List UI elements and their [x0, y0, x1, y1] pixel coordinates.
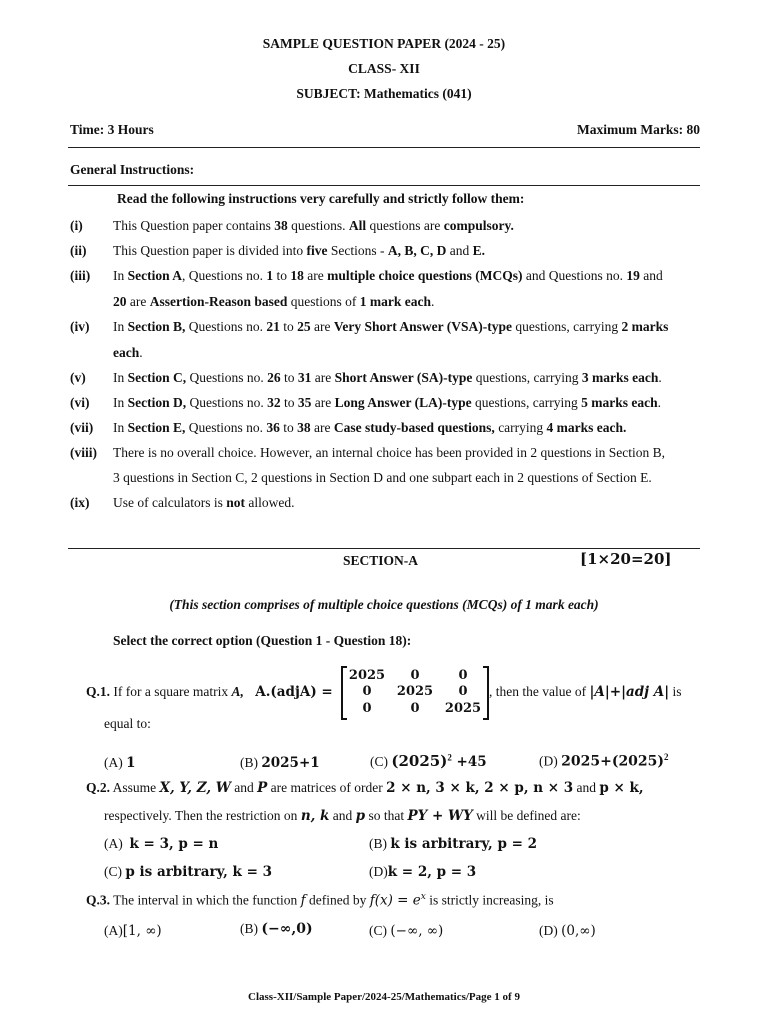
question-text: The interval in which the function: [110, 892, 301, 908]
q1-option-c[interactable]: (C) $(2025)^2 +45$: [370, 752, 487, 770]
instructions-heading: General Instructions:: [70, 162, 195, 177]
divider: [68, 147, 700, 148]
instruction-text: Use of calculators is not allowed.: [113, 495, 295, 510]
instruction-text: 3 questions in Section C, 2 questions in Section D and one subpart each in 2 questions of Section E.: [113, 470, 652, 485]
matrix-variable: A,: [231, 684, 244, 699]
matrix-variable: P: [257, 780, 268, 796]
matrix-cell: 0: [410, 701, 420, 716]
instruction-text: There is no overall choice. However, an internal choice has been provided in 2 questions in Section B,: [113, 445, 666, 460]
subject-label: SUBJECT: Mathematics (041): [296, 86, 472, 101]
q1-option-b[interactable]: (B) 2025+1: [240, 755, 320, 771]
section-a-title: SECTION-A: [343, 553, 419, 568]
exponent: x: [420, 892, 426, 902]
instruction-text: each.: [113, 345, 143, 360]
matrix-variables: X, Y, Z, W: [159, 780, 231, 796]
section-a-marks: [1×20=20]: [580, 550, 672, 568]
instruction-number: (ii): [70, 243, 87, 258]
matrix-cell: 0: [458, 684, 468, 699]
question-text: Assume: [110, 780, 160, 795]
question-3: [86, 892, 554, 909]
question-text: and: [230, 780, 258, 795]
matrix-cell: 2025: [348, 668, 386, 683]
question-text: will be defined are:: [472, 808, 581, 823]
instruction-text: 20 are Assertion-Reason based questions of 1 mark each.: [113, 294, 435, 309]
instruction-text: In Section D, Questions no. 32 to 35 are Long Answer (LA)-type questions, carrying 5 marks each.: [113, 395, 661, 410]
question-1: [86, 684, 333, 700]
question-text: and: [329, 808, 356, 823]
question-text: is: [669, 684, 682, 699]
q2-option-b[interactable]: (B) k is arbitrary, p = 2: [369, 836, 537, 852]
question-2: [86, 780, 644, 796]
instruction-number: (iii): [70, 268, 91, 283]
instruction-number: (viii): [70, 445, 97, 460]
instructions-intro: Read the following instructions very carefully and strictly follow them:: [117, 191, 525, 206]
question-text: is strictly increasing, is: [425, 892, 554, 908]
select-instruction: Select the correct option (Question 1 - Question 18):: [113, 633, 412, 648]
q3-option-b[interactable]: (B) (−∞,0): [240, 921, 313, 937]
question-number: Q.3.: [86, 892, 111, 908]
matrix-cell: 0: [362, 684, 372, 699]
instruction-text: In Section C, Questions no. 26 to 31 are Short Answer (SA)-type questions, carrying 3 marks each.: [113, 370, 662, 385]
matrix-cell: 2025: [396, 684, 434, 699]
matrix-orders: p × k,: [599, 780, 644, 796]
determinant-expression: |A|+|adj A|: [589, 684, 670, 700]
question-text: , then the value of: [489, 684, 590, 699]
instruction-number: (i): [70, 218, 83, 233]
question-text: If for a square matrix: [110, 684, 232, 699]
question-number: Q.2.: [86, 780, 111, 795]
instruction-text: This Question paper is divided into five Sections - A, B, C, D and E.: [113, 243, 486, 258]
question-1-line2: equal to:: [104, 716, 151, 731]
matrix-orders: 2 × n, 3 × k, 2 × p, n × 3: [386, 780, 574, 796]
instruction-number: (vi): [70, 395, 90, 410]
q3-option-a[interactable]: (A)[1, ∞): [104, 923, 162, 939]
q2-option-d[interactable]: (D)k = 2, p = 3: [369, 864, 477, 880]
matrix-expression: A.(adjA) =: [255, 684, 333, 700]
instruction-number: (vii): [70, 420, 94, 435]
expression: PY + WY: [407, 808, 473, 824]
matrix-cell: 0: [362, 701, 372, 716]
matrix-2025: [341, 667, 489, 719]
variable: p: [355, 808, 366, 824]
question-1-continued: [489, 684, 682, 700]
q3-option-d[interactable]: (D) (0,∞): [539, 923, 596, 939]
matrix-cell: 2025: [444, 701, 482, 716]
question-2-line2: [104, 808, 581, 824]
q2-option-a[interactable]: (A) k = 3, p = n: [104, 836, 219, 852]
question-text: are matrices of order: [267, 780, 387, 795]
divider: [68, 548, 700, 549]
time-label: Time: 3 Hours: [70, 122, 154, 137]
question-text: respectively. Then the restriction on: [104, 808, 301, 823]
instruction-number: (iv): [70, 319, 90, 334]
divider: [68, 185, 700, 186]
function-expression: f(x) = e: [369, 892, 421, 909]
instruction-text: In Section A, Questions no. 1 to 18 are multiple choice questions (MCQs) and Questions no. 19 and: [113, 268, 663, 283]
q2-option-c[interactable]: (C) p is arbitrary, k = 3: [104, 864, 272, 880]
variables: n, k: [300, 808, 330, 824]
instruction-text: In Section B, Questions no. 21 to 25 are Very Short Answer (VSA)-type questions, carrying 2 marks: [113, 319, 669, 334]
q1-option-d[interactable]: (D) $2025+(2025)^2$: [539, 752, 669, 770]
q3-option-c[interactable]: (C) (−∞, ∞): [369, 923, 444, 939]
instruction-number: (ix): [70, 495, 90, 510]
matrix-cell: 0: [410, 668, 420, 683]
question-text: defined by: [305, 892, 370, 908]
matrix-cell: 0: [458, 668, 468, 683]
question-text: so that: [365, 808, 408, 823]
instruction-number: (v): [70, 370, 86, 385]
paper-title: SAMPLE QUESTION PAPER (2024 - 25): [262, 36, 506, 51]
max-marks-label: Maximum Marks: 80: [577, 122, 700, 137]
question-number: Q.1.: [86, 684, 111, 699]
page-footer: Class-XII/Sample Paper/2024-25/Mathematics/Page 1 of 9: [248, 991, 520, 1003]
function-name: f: [300, 892, 306, 909]
q1-option-a[interactable]: (A) 1: [104, 755, 136, 771]
instruction-text: This Question paper contains 38 questions. All questions are compulsory.: [113, 218, 514, 233]
class-label: CLASS- XII: [348, 61, 420, 76]
instruction-text: In Section E, Questions no. 36 to 38 are Case study-based questions, carrying 4 marks each.: [113, 420, 627, 435]
question-text: and: [573, 780, 600, 795]
section-a-note: (This section comprises of multiple choice questions (MCQs) of 1 mark each): [169, 597, 599, 612]
